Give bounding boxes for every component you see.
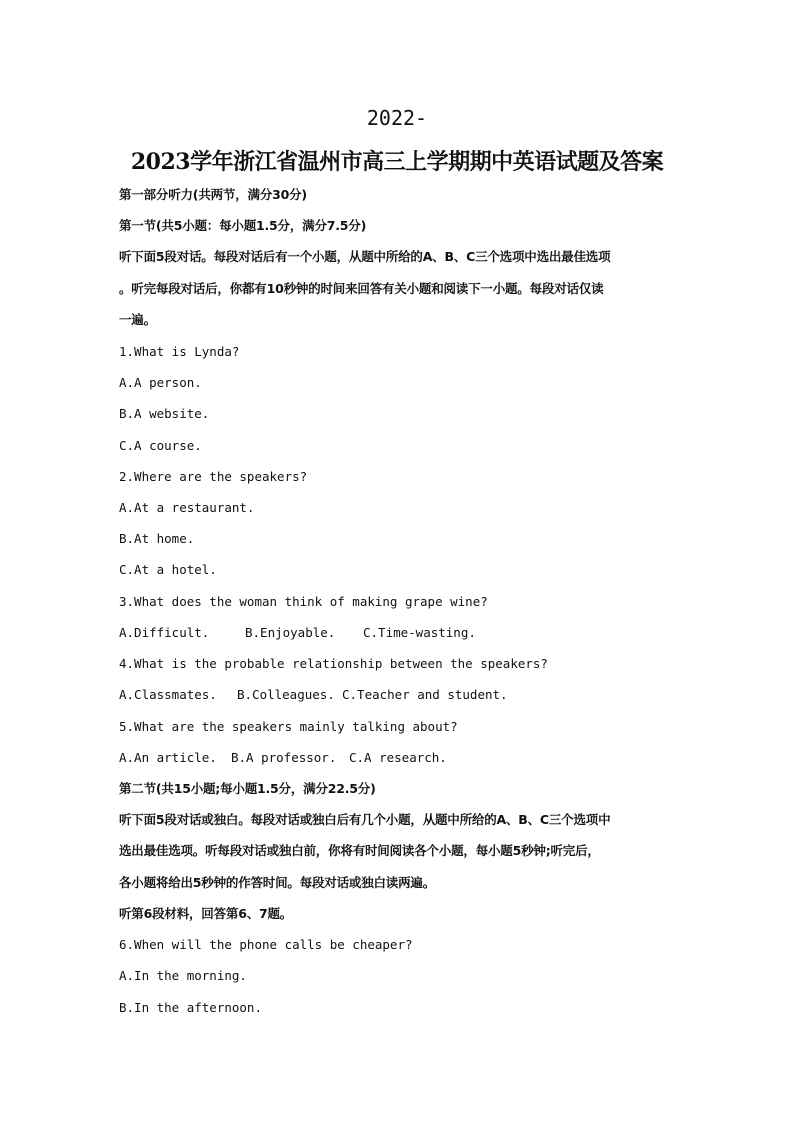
- question-1-option-a: A.A person.: [119, 375, 202, 390]
- question-1-option-b: B.A website.: [119, 406, 210, 421]
- section2-heading: 第二节(共15小题;每小题1.5分，满分22.5分): [119, 781, 376, 796]
- title-line-2: 2023学年浙江省温州市高三上学期期中英语试题及答案: [130, 149, 664, 175]
- question-5-option-b: B.A professor.: [231, 750, 337, 765]
- part1-heading: 第一部分听力(共两节，满分30分): [119, 187, 307, 202]
- question-6-option-a: A.In the morning.: [119, 968, 247, 983]
- question-1-stem: 1.What is Lynda?: [119, 344, 240, 359]
- question-3-option-b: B.Enjoyable.: [245, 625, 336, 640]
- question-5-option-c: C.A research.: [349, 750, 447, 765]
- question-3-option-c: C.Time-wasting.: [363, 625, 476, 640]
- section1-instruction-line-1: 听下面5段对话。每段对话后有一个小题，从题中所给的A、B、C三个选项中选出最佳选项: [119, 249, 611, 264]
- question-2-option-a: A.At a restaurant.: [119, 500, 255, 515]
- section1-heading: 第一节(共5小题：每小题1.5分，满分7.5分): [119, 218, 367, 233]
- question-4-option-b: B.Colleagues.: [237, 687, 335, 702]
- section1-instruction-line-3: 一遍。: [119, 312, 156, 327]
- question-4-option-a: A.Classmates.: [119, 687, 217, 702]
- question-4-stem: 4.What is the probable relationship between the speakers?: [119, 656, 548, 671]
- question-2-stem: 2.Where are the speakers?: [119, 469, 308, 484]
- question-5-stem: 5.What are the speakers mainly talking about?: [119, 719, 458, 734]
- question-1-option-c: C.A course.: [119, 438, 202, 453]
- question-3-option-a: A.Difficult.: [119, 625, 210, 640]
- material-note: 听第6段材料，回答第6、7题。: [119, 906, 293, 921]
- section2-instruction-line-2: 选出最佳选项。听每段对话或独白前，你将有时间阅读各个小题，每小题5秒钟;听完后，: [119, 843, 600, 858]
- question-6-stem: 6.When will the phone calls be cheaper?: [119, 937, 413, 952]
- question-3-stem: 3.What does the woman think of making grape wine?: [119, 594, 488, 609]
- section2-instruction-line-3: 各小题将给出5秒钟的作答时间。每段对话或独白读两遍。: [119, 875, 435, 890]
- question-2-option-c: C.At a hotel.: [119, 562, 217, 577]
- question-6-option-b: B.In the afternoon.: [119, 1000, 262, 1015]
- question-2-option-b: B.At home.: [119, 531, 195, 546]
- question-5-option-a: A.An article.: [119, 750, 217, 765]
- section2-instruction-line-1: 听下面5段对话或独白。每段对话或独白后有几个小题，从题中所给的A、B、C三个选项中: [119, 812, 611, 827]
- question-4-option-c: C.Teacher and student.: [342, 687, 508, 702]
- title-line-1: 2022-: [366, 106, 428, 130]
- section1-instruction-line-2: 。听完每段对话后，你都有10秒钟的时间来回答有关小题和阅读下一小题。每段对话仅读: [119, 281, 604, 296]
